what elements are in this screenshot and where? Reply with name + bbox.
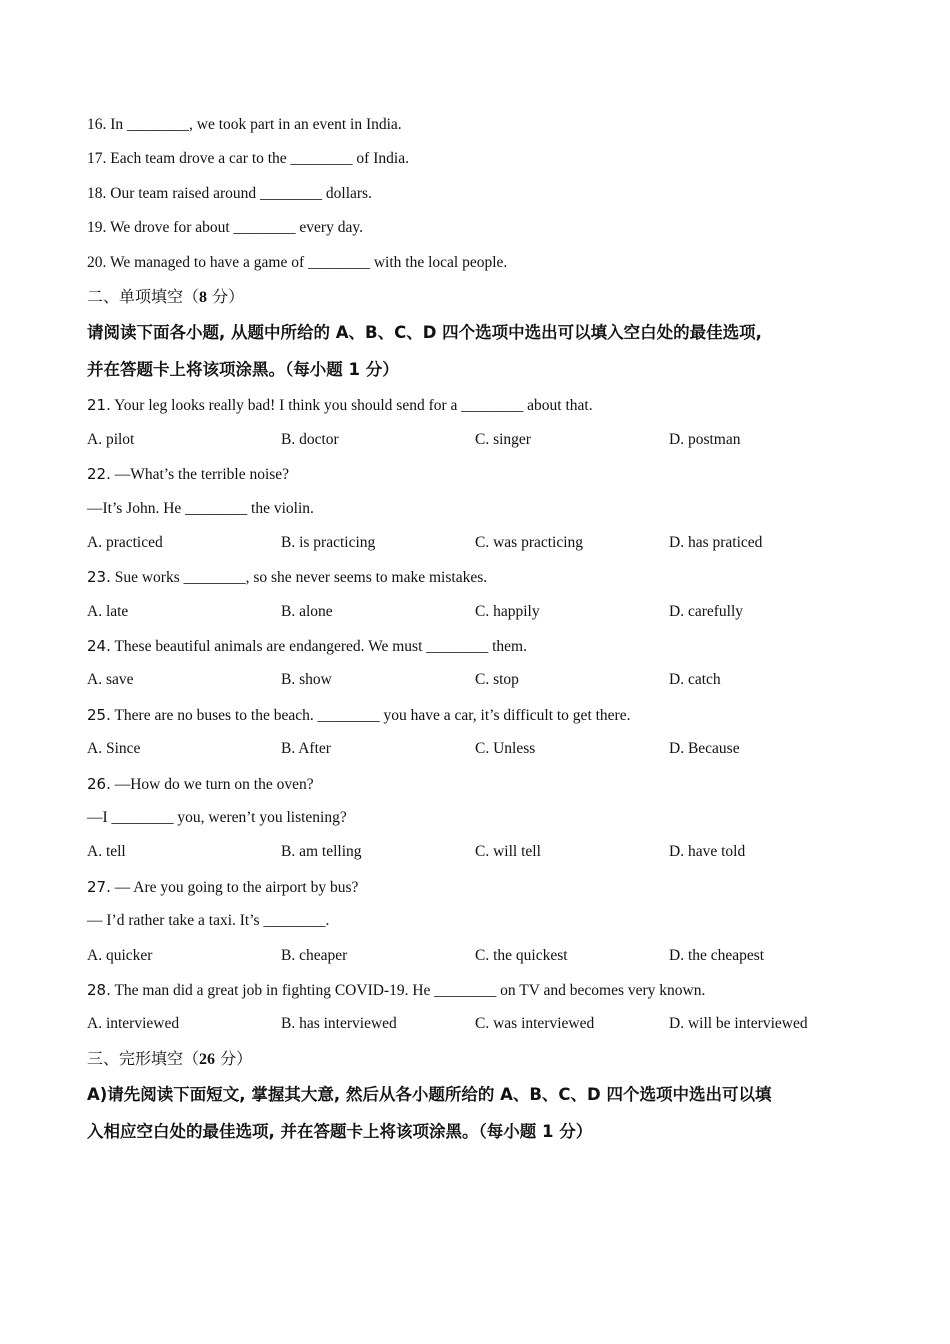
- section-3-instruction-1: A)请先阅读下面短文, 掌握其大意, 然后从各小题所给的 A、B、C、D 四个选项中选出可以填: [87, 1085, 772, 1105]
- option-c: C. was interviewed: [475, 1015, 595, 1033]
- option-a: A. quicker: [87, 946, 153, 964]
- question-19: 19. We drove for about ________ every day.: [87, 219, 363, 237]
- option-a: A. tell: [87, 843, 126, 861]
- option-a: A. practiced: [87, 533, 163, 551]
- option-a: A. interviewed: [87, 1015, 180, 1033]
- option-d: D. carefully: [669, 602, 744, 620]
- option-c: C. Unless: [475, 740, 536, 758]
- option-b: B. am telling: [281, 843, 362, 861]
- option-a: A. Since: [87, 740, 141, 758]
- question-22-line-2: —It’s John. He ________ the violin.: [87, 499, 314, 517]
- option-b: B. is practicing: [281, 533, 376, 551]
- section-2-instruction-1: 请阅读下面各小题, 从题中所给的 A、B、C、D 四个选项中选出可以填入空白处的最佳选项,: [87, 323, 762, 343]
- option-d: D. will be interviewed: [669, 1015, 808, 1033]
- option-d: D. have told: [669, 843, 746, 861]
- question-25: 25. There are no buses to the beach. ________ you have a car, it’s difficult to get there.: [87, 705, 631, 724]
- question-27-line-2: — I’d rather take a taxi. It’s ________.: [87, 912, 330, 930]
- option-c: C. stop: [475, 671, 519, 689]
- option-a: A. save: [87, 671, 134, 689]
- question-22: 22. —What’s the terrible noise?: [87, 465, 290, 484]
- section-2-title: 二、单项填空（8 分）: [87, 286, 245, 306]
- section-3-instruction-2: 入相应空白处的最佳选项, 并在答题卡上将该项涂黑。（每小题 1 分）: [87, 1122, 593, 1142]
- option-d: D. catch: [669, 671, 721, 689]
- exam-page: [87, 108, 867, 1150]
- question-27: 27. — Are you going to the airport by bus?: [87, 877, 359, 896]
- option-b: B. doctor: [281, 430, 339, 448]
- question-27-options: [87, 939, 867, 973]
- option-a: A. late: [87, 602, 129, 620]
- option-d: D. has praticed: [669, 533, 763, 551]
- question-24-options: [87, 663, 867, 697]
- question-23-options: [87, 595, 867, 629]
- option-a: A. pilot: [87, 430, 135, 448]
- option-c: C. was practicing: [475, 533, 584, 551]
- question-18: 18. Our team raised around ________ dollars.: [87, 184, 372, 202]
- question-21: 21. Your leg looks really bad! I think you should send for a ________ about that.: [87, 396, 593, 415]
- question-25-options: [87, 732, 867, 766]
- question-28: 28. The man did a great job in fighting COVID-19. He ________ on TV and becomes very known.: [87, 980, 706, 999]
- question-26-options: [87, 835, 867, 869]
- option-b: B. show: [281, 671, 332, 689]
- question-21-options: [87, 423, 867, 457]
- option-c: C. singer: [475, 430, 531, 448]
- question-16: 16. In ________, we took part in an event in India.: [87, 116, 402, 133]
- question-22-options: [87, 526, 867, 560]
- option-b: B. After: [281, 740, 331, 758]
- option-b: B. cheaper: [281, 946, 348, 964]
- question-26: 26. —How do we turn on the oven?: [87, 774, 314, 793]
- section-3-title: 三、完形填空（26 分）: [87, 1048, 253, 1068]
- option-b: B. alone: [281, 602, 333, 620]
- option-d: D. postman: [669, 430, 741, 448]
- question-26-line-2: —I ________ you, weren’t you listening?: [87, 809, 347, 827]
- option-d: D. the cheapest: [669, 946, 765, 964]
- option-c: C. happily: [475, 602, 540, 620]
- question-23: 23. Sue works ________, so she never seems to make mistakes.: [87, 568, 488, 587]
- question-20: 20. We managed to have a game of ________ with the local people.: [87, 253, 508, 271]
- question-28-options: [87, 1007, 867, 1041]
- question-17: 17. Each team drove a car to the ________ of India.: [87, 150, 409, 168]
- section-2-instruction-2: 并在答题卡上将该项涂黑。（每小题 1 分）: [87, 360, 399, 380]
- question-24: 24. These beautiful animals are endangered. We must ________ them.: [87, 637, 527, 656]
- option-c: C. will tell: [475, 843, 541, 861]
- option-c: C. the quickest: [475, 946, 568, 964]
- option-b: B. has interviewed: [281, 1015, 397, 1033]
- option-d: D. Because: [669, 740, 740, 758]
